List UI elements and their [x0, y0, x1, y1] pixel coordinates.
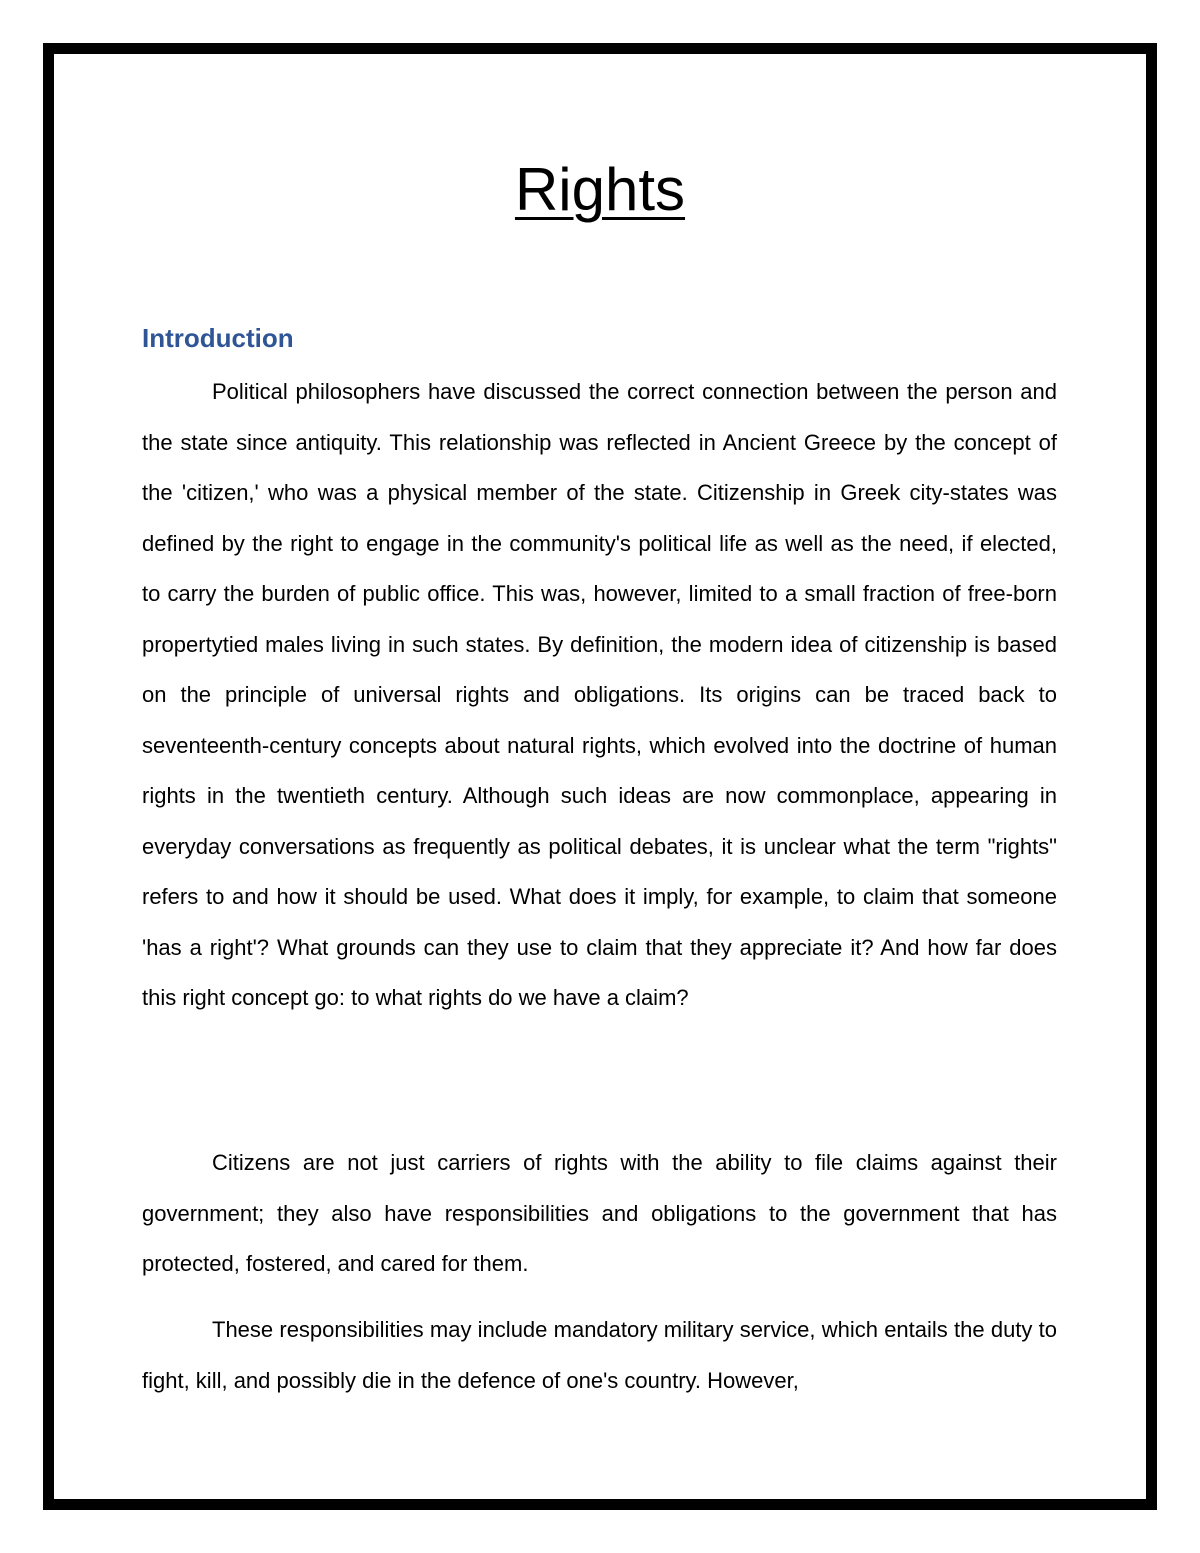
- body-paragraph-2: Citizens are not just carriers of rights with the ability to file claims against their government; they also have responsibilities and obligations to the government that has protected, fostered, and cared for them.: [142, 1150, 1057, 1276]
- body-paragraph-3: These responsibilities may include mandatory military service, which entails the duty to fight, kill, and possibly die in the defence of one's country. However,: [142, 1317, 1057, 1393]
- body-paragraph-1: Political philosophers have discussed the correct connection between the person and the state since antiquity. This relationship was reflected in Ancient Greece by the concept of the 'citizen,' who was a physical member of the state. Citizenship in Greek city-states was defined by the right to engage in the community's political life as well as the need, if elected, to carry the burden of public office. This was, however, limited to a small fraction of free-born propertytied males living in such states. By definition, the modern idea of citizenship is based on the principle of universal rights and obligations. Its origins can be traced back to seventeenth-century concepts about natural rights, which evolved into the doctrine of human rights in the twentieth century. Although such ideas are now commonplace, appearing in everyday conversations as frequently as political debates, it is unclear what the term "rights" refers to and how it should be used. What does it imply, for example, to claim that someone 'has a right'? What grounds can they use to claim that they appreciate it? And how far does this right concept go: to what rights do we have a claim?: [142, 379, 1057, 1010]
- document-title: Rights: [514, 156, 686, 223]
- section-heading-introduction: Introduction: [142, 323, 294, 353]
